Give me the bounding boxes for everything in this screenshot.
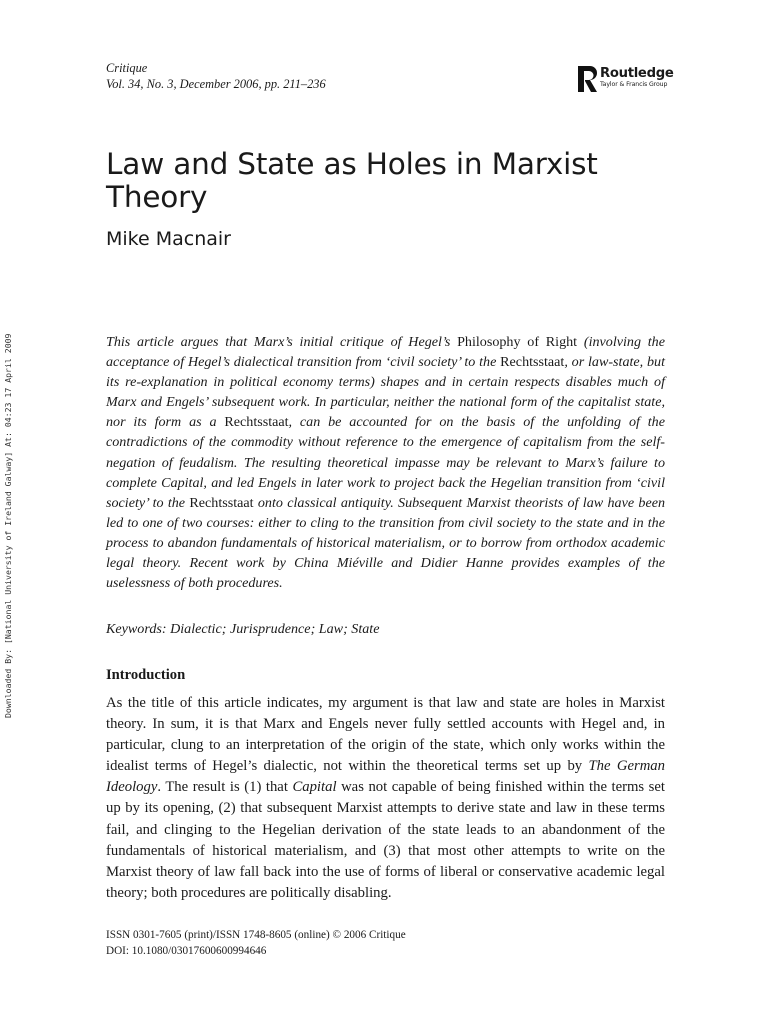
page-footer [106, 927, 406, 959]
section-body: As the title of this article indicates, my argument is that law and state are holes in Marxist theory. In sum, it is that Marx and Engels never fully settled accounts with Hegel and, in particular, clung to an interpretation of the origin of the state, which only works within the idealist terms of Hegel’s dialectic, not within the theoretical terms set up by The German Ideology. The result is (1) that Capital was not capable of being finished within the terms set up by its opening, (2) that subsequent Marxist attempts to derive state and law in these terms fail, and clinging to the Hegelian derivation of the state leads to an abandonment of the fundamentals of historical materialism, and (3) that most other attempts to write on the Marxist theory of law fall back into the use of forms of liberal or conservative academic legal theory; both procedures are politically disabling. [106, 695, 665, 901]
journal-header [106, 60, 326, 92]
routledge-logo-icon [578, 66, 598, 92]
publisher-name: Routledge [600, 66, 674, 81]
journal-citation: Vol. 34, No. 3, December 2006, pp. 211–236 [106, 77, 326, 91]
cited-work: Capital [292, 779, 337, 796]
section-heading: Introduction [106, 667, 186, 683]
download-watermark [2, 302, 14, 718]
journal-name: Critique [106, 61, 148, 75]
doi-line: DOI: 10.1080/03017600600994646 [106, 945, 267, 957]
abstract: This article argues that Marx’s initial critique of Hegel’s Philosophy of Right (involving the acceptance of Hegel’s dialectical transition from ‘civil society’ to the Rechtsstaat, or law-state, but its re-explanation in political economy terms) shapes and in certain respects disables much of Marx and Engels’ subsequent work. In particular, neither the national form of the capitalist state, nor its form as a Rechtsstaat, can be accounted for on the basis of the unfolding of the contradictions of the commodity without reference to the emergence of capitalism from the self-negation of feudalism. The resulting theoretical impasse may be relevant to Marx’s failure to complete Capital, and led Engels in later work to project back the Hegelian transition from ‘civil society’ to the Rechtsstaat onto classical antiquity. Subsequent Marxist theorists of law have been led to one of two courses: either to cling to the transition from civil society to the state and in the process to abandon fundamentals of historical materialism, or to borrow from orthodox academic legal theory. Recent work by China Miéville and Didier Hanne provides examples of the uselessness of both procedures. [106, 334, 666, 592]
abstract-book-title: Philosophy of Right [457, 334, 578, 350]
cited-work: The German Ideology [106, 758, 665, 796]
issn-line: ISSN 0301-7605 (print)/ISSN 1748-8605 (online) © 2006 Critique [106, 929, 406, 941]
keywords: Keywords: Dialectic; Jurisprudence; Law; State [106, 621, 380, 637]
publisher-group: Taylor & Francis Group [600, 81, 668, 88]
download-note: Downloaded By: [National University of Ireland Galway] At: 04:23 17 April 2009 [3, 333, 13, 718]
abstract-term: Rechtsstaat [500, 354, 565, 371]
article-title: Law and State as Holes in Marxist Theory [106, 147, 598, 214]
abstract-term: Rechtsstaat [224, 414, 289, 431]
publisher-logo [578, 66, 678, 92]
abstract-term: Rechtsstaat [189, 494, 254, 511]
article-author: Mike Macnair [106, 228, 231, 250]
